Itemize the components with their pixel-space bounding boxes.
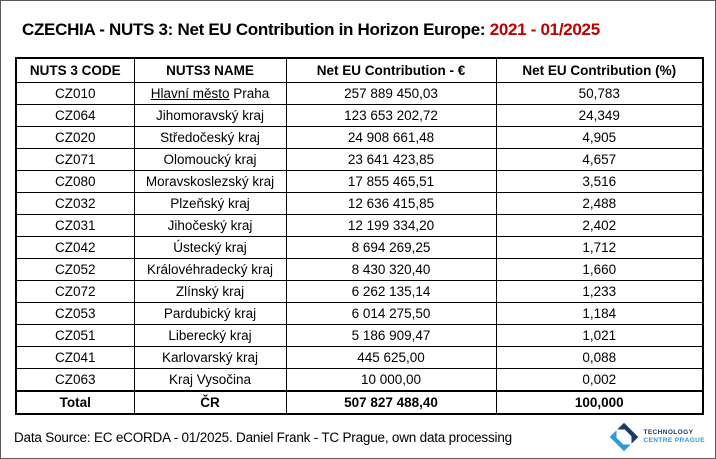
cell-nuts3-name: Jihomoravský kraj: [134, 105, 286, 127]
column-header-nuts3-name: NUTS3 NAME: [134, 58, 286, 83]
table-body: [16, 83, 703, 415]
cell-contribution-eur: 257 889 450,03: [286, 83, 496, 105]
table-row: [16, 215, 703, 237]
cell-nuts3-name: Karlovarský kraj: [134, 347, 286, 369]
cell-contribution-pct: 100,000: [496, 391, 703, 414]
cell-nuts3-code: CZ063: [16, 369, 134, 392]
table-row: [16, 369, 703, 392]
table-row: [16, 325, 703, 347]
cell-contribution-pct: 0,088: [496, 347, 703, 369]
cell-contribution-eur: 8 430 320,40: [286, 259, 496, 281]
cell-contribution-eur: 6 014 275,50: [286, 303, 496, 325]
table-total-row: [16, 391, 703, 414]
table-header-row: [16, 58, 703, 83]
cell-nuts3-name: Plzeňský kraj: [134, 193, 286, 215]
column-header-nuts3-code: NUTS 3 CODE: [16, 58, 134, 83]
cell-contribution-eur: 12 636 415,85: [286, 193, 496, 215]
cell-nuts3-code: CZ071: [16, 149, 134, 171]
title-main: CZECHIA - NUTS 3: Net EU Contribution in Horizon Europe:: [22, 20, 490, 39]
cell-contribution-pct: 2,488: [496, 193, 703, 215]
cell-nuts3-name: Hlavní město Praha: [134, 83, 286, 105]
table-row: [16, 237, 703, 259]
cell-contribution-eur: 24 908 661,48: [286, 127, 496, 149]
column-header-contribution-pct: Net EU Contribution (%): [496, 58, 703, 83]
cell-nuts3-name: Olomoucký kraj: [134, 149, 286, 171]
cell-nuts3-code: CZ051: [16, 325, 134, 347]
cell-nuts3-code: CZ010: [16, 83, 134, 105]
table-row: [16, 193, 703, 215]
cell-nuts3-name: Středočeský kraj: [134, 127, 286, 149]
table-row: [16, 105, 703, 127]
cell-contribution-pct: 1,021: [496, 325, 703, 347]
cell-contribution-pct: 1,233: [496, 281, 703, 303]
cell-contribution-pct: 0,002: [496, 369, 703, 392]
cell-nuts3-code: CZ053: [16, 303, 134, 325]
cell-contribution-pct: 24,349: [496, 105, 703, 127]
table-row: [16, 259, 703, 281]
tc-prague-logo: [609, 422, 705, 452]
cell-contribution-pct: 4,905: [496, 127, 703, 149]
cell-contribution-pct: 2,402: [496, 215, 703, 237]
cell-nuts3-code: CZ072: [16, 281, 134, 303]
cell-nuts3-code: Total: [16, 391, 134, 414]
cell-contribution-eur: 8 694 269,25: [286, 237, 496, 259]
logo-text: [643, 429, 705, 445]
cell-nuts3-code: CZ020: [16, 127, 134, 149]
cell-nuts3-code: CZ032: [16, 193, 134, 215]
page-title: [22, 20, 715, 40]
cell-nuts3-name: Kraj Vysočina: [134, 369, 286, 392]
cell-contribution-pct: 1,660: [496, 259, 703, 281]
column-header-contribution-eur: Net EU Contribution - €: [286, 58, 496, 83]
cell-nuts3-code: CZ052: [16, 259, 134, 281]
cell-contribution-pct: 3,516: [496, 171, 703, 193]
cell-contribution-pct: 4,657: [496, 149, 703, 171]
cell-contribution-eur: 445 625,00: [286, 347, 496, 369]
cell-contribution-eur: 507 827 488,40: [286, 391, 496, 414]
cell-nuts3-name: ČR: [134, 391, 286, 414]
table-row: [16, 171, 703, 193]
nuts3-contribution-table: [15, 57, 704, 415]
footer: [14, 422, 705, 452]
cell-nuts3-code: CZ064: [16, 105, 134, 127]
cell-contribution-eur: 5 186 909,47: [286, 325, 496, 347]
underlined-name-part: Hlavní město: [150, 86, 230, 101]
cell-contribution-pct: 1,712: [496, 237, 703, 259]
cell-contribution-eur: 12 199 334,20: [286, 215, 496, 237]
cell-nuts3-name: Moravskoslezský kraj: [134, 171, 286, 193]
logo-line-centre-prague: CENTRE PRAGUE: [643, 437, 705, 444]
cell-contribution-pct: 50,783: [496, 83, 703, 105]
table-row: [16, 127, 703, 149]
logo-line-technology: TECHNOLOGY: [643, 429, 694, 436]
cell-nuts3-name: Jihočeský kraj: [134, 215, 286, 237]
table-row: [16, 83, 703, 105]
table-row: [16, 347, 703, 369]
table-header: [16, 58, 703, 83]
cell-nuts3-name: Liberecký kraj: [134, 325, 286, 347]
cell-nuts3-name: Královéhradecký kraj: [134, 259, 286, 281]
cell-contribution-pct: 1,184: [496, 303, 703, 325]
cell-contribution-eur: 17 855 465,51: [286, 171, 496, 193]
table-row: [16, 303, 703, 325]
cell-nuts3-code: CZ080: [16, 171, 134, 193]
cell-contribution-eur: 123 653 202,72: [286, 105, 496, 127]
table-row: [16, 149, 703, 171]
cell-nuts3-name: Ústecký kraj: [134, 237, 286, 259]
cell-contribution-eur: 23 641 423,85: [286, 149, 496, 171]
cell-nuts3-code: CZ042: [16, 237, 134, 259]
tc-prague-diamond-arrows-icon: [609, 422, 639, 452]
cell-nuts3-code: CZ031: [16, 215, 134, 237]
cell-contribution-eur: 10 000,00: [286, 369, 496, 392]
title-period: 2021 - 01/2025: [489, 20, 600, 39]
cell-nuts3-name: Zlínský kraj: [134, 281, 286, 303]
table-row: [16, 281, 703, 303]
cell-nuts3-code: CZ041: [16, 347, 134, 369]
cell-nuts3-name: Pardubický kraj: [134, 303, 286, 325]
data-source-note: Data Source: EC eCORDA - 01/2025. Daniel Frank - TC Prague, own data processing: [14, 429, 512, 445]
cell-contribution-eur: 6 262 135,14: [286, 281, 496, 303]
